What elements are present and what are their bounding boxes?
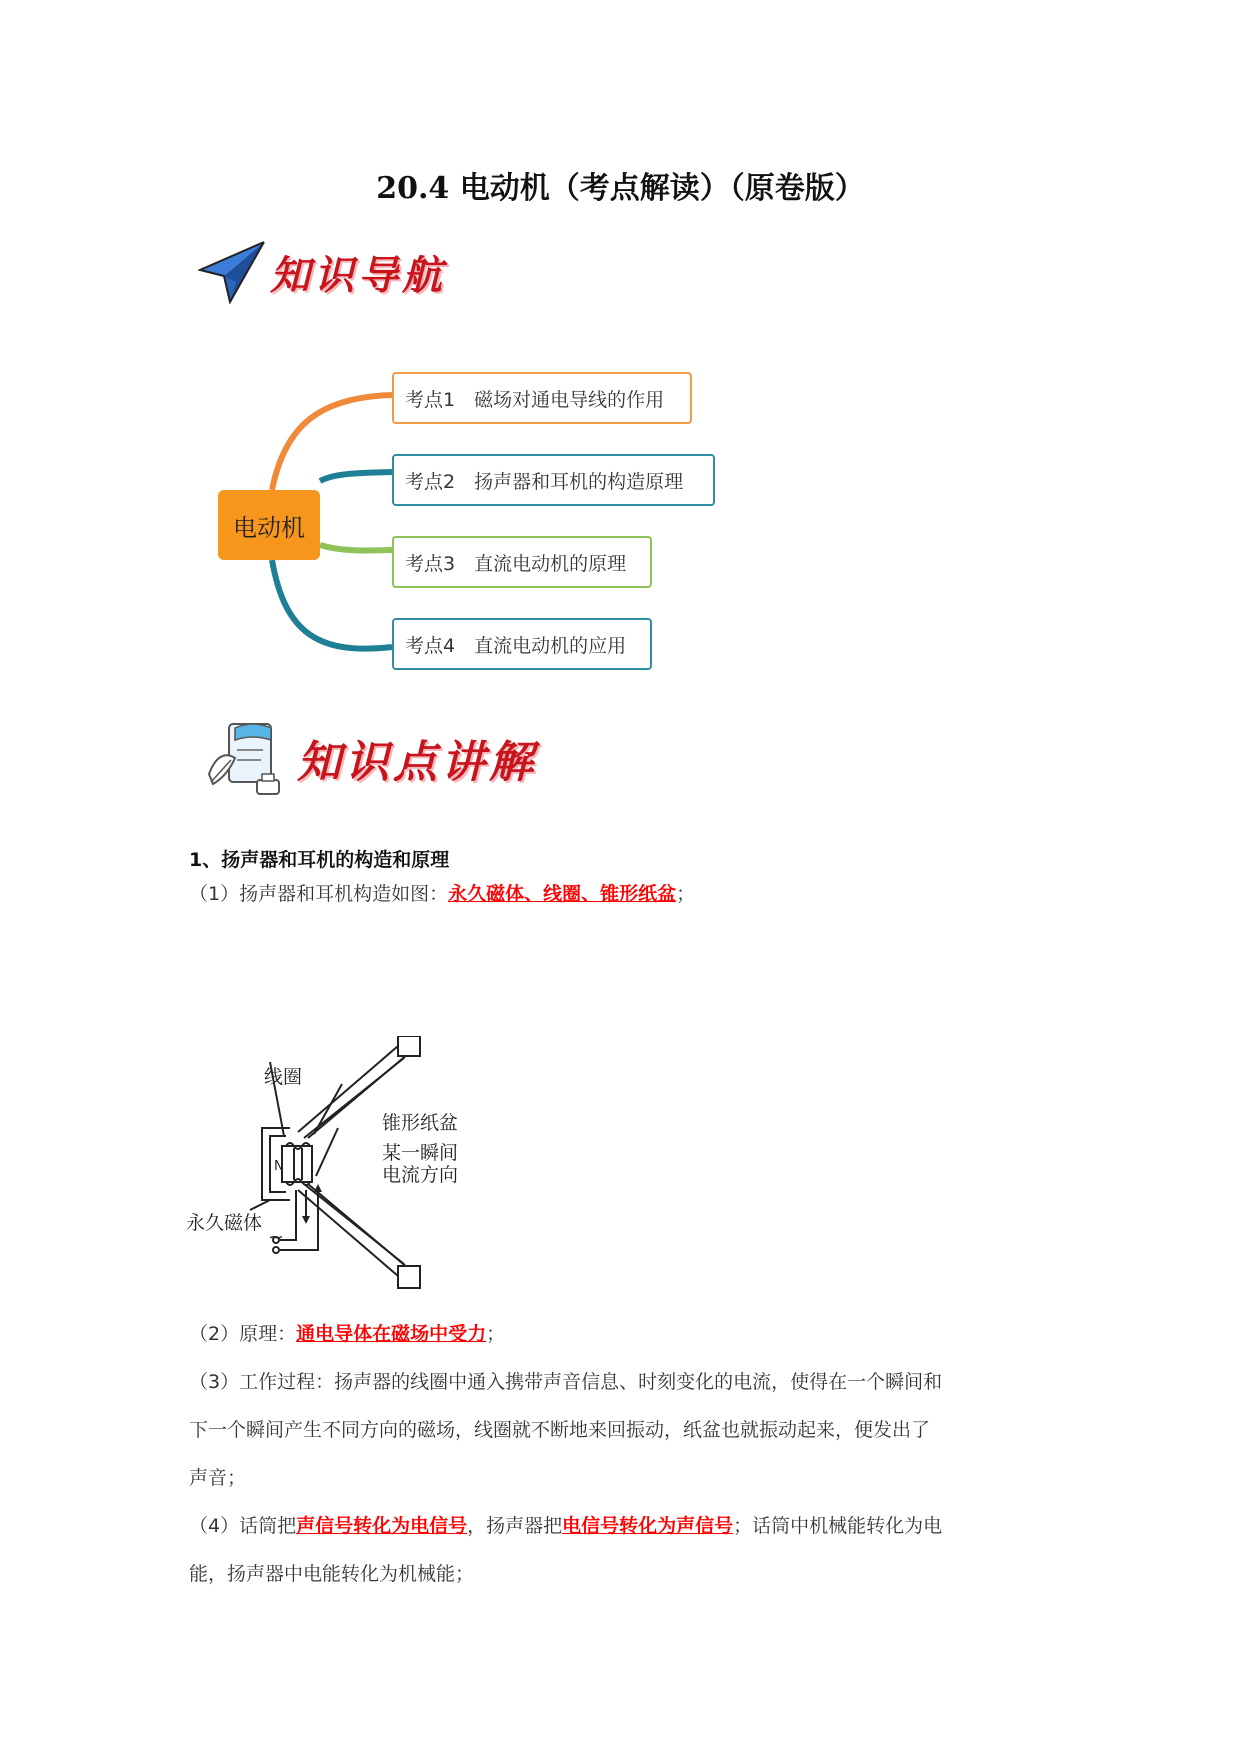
mindmap-root: 电动机 <box>218 490 320 560</box>
p3-line3: 声音； <box>189 1467 247 1489</box>
paper-plane-icon <box>198 240 266 304</box>
knowledge-nav-banner <box>198 240 458 310</box>
label-ac: ~ <box>268 1226 284 1248</box>
p1-highlight: 永久磁体、线圈、锥形纸盆 <box>448 883 677 905</box>
mindmap-node-1: 考点1 磁场对通电导线的作用 <box>392 372 692 424</box>
section-heading: 1、扬声器和耳机的构造和原理 <box>189 849 450 871</box>
page-title: 20.4 电动机（考点解读）（原卷版） <box>376 171 865 206</box>
label-cone: 锥形纸盆 <box>382 1112 459 1134</box>
connector-4 <box>272 560 392 649</box>
label-magnet: 永久磁体 <box>186 1212 263 1234</box>
paragraph-2 <box>189 1310 1059 1358</box>
p1-suffix: ； <box>676 883 696 905</box>
p4-middle: ，扬声器把 <box>467 1515 563 1537</box>
label-coil: 线圈 <box>264 1066 303 1088</box>
knowledge-explain-title: 知识点讲解 <box>297 737 537 788</box>
paragraph-3 <box>189 1358 1059 1502</box>
svg-text:N: N <box>274 1159 284 1174</box>
p3-line2: 下一个瞬间产生不同方向的磁场，线圈就不断地来回振动，纸盆也就振动起来，便发出了 <box>189 1419 931 1441</box>
label-current-line1: 某一瞬间 <box>382 1142 459 1164</box>
speaker-diagram <box>186 1036 486 1306</box>
mindmap-node-2: 考点2 扬声器和耳机的构造原理 <box>392 454 715 506</box>
paragraph-1 <box>189 870 1059 918</box>
p2-suffix: ； <box>486 1323 506 1345</box>
knowledge-nav-title: 知识导航 <box>270 252 446 299</box>
p4-highlight-2: 电信号转化为声信号 <box>562 1515 734 1537</box>
paragraph-4 <box>189 1502 1059 1598</box>
p4-highlight-1: 声信号转化为电信号 <box>296 1515 468 1537</box>
p4-line1 <box>189 1502 1059 1550</box>
mindmap-node-3: 考点3 直流电动机的原理 <box>392 536 652 588</box>
scroll-quill-icon <box>205 718 285 798</box>
p4-suffix: ；话筒中机械能转化为电 <box>733 1515 943 1537</box>
p1-prefix: （1）扬声器和耳机构造如图： <box>189 883 449 905</box>
knowledge-explain-banner <box>205 718 545 798</box>
label-current-line2: 电流方向 <box>382 1164 459 1186</box>
p4-line2: 能，扬声器中电能转化为机械能； <box>189 1563 475 1585</box>
p2-prefix: （2）原理： <box>189 1323 297 1345</box>
connector-2 <box>320 472 392 481</box>
p2-highlight: 通电导体在磁场中受力 <box>296 1323 487 1345</box>
mindmap-node-4: 考点4 直流电动机的应用 <box>392 618 652 670</box>
connector-3 <box>320 545 392 550</box>
p3-line1: （3）工作过程：扬声器的线圈中通入携带声音信息、时刻变化的电流，使得在一个瞬间和 <box>189 1371 943 1393</box>
p4-prefix: （4）话筒把 <box>189 1515 297 1537</box>
